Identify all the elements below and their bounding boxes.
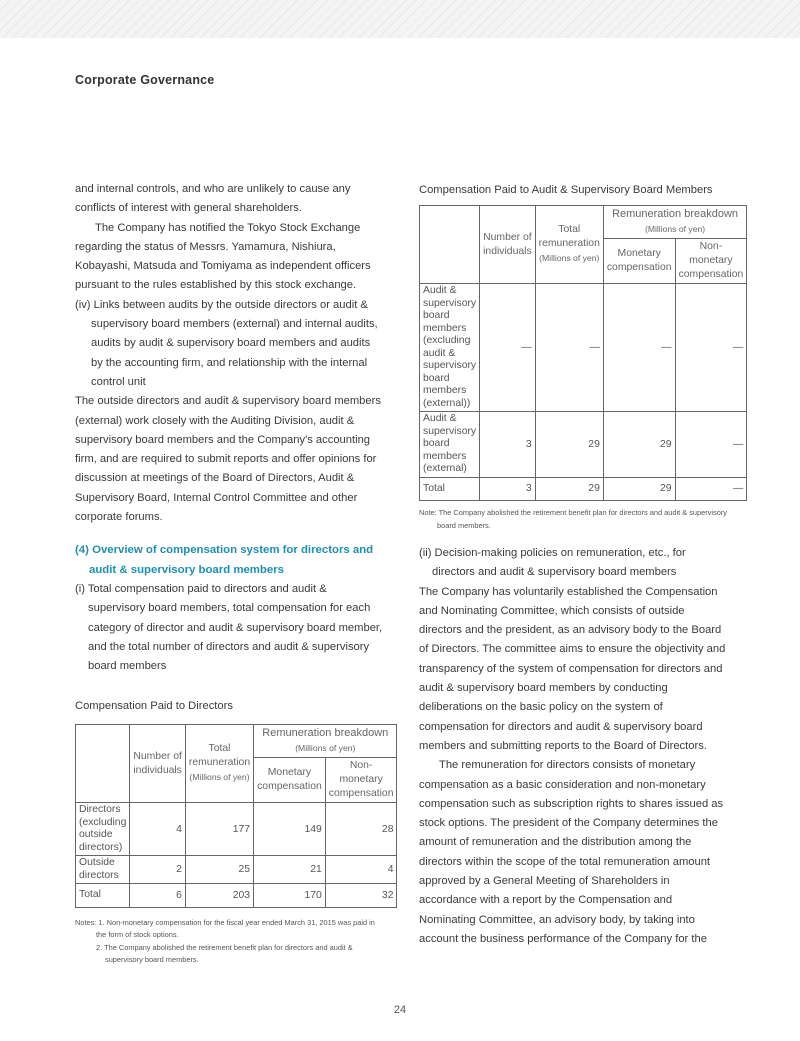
table-row-total: Total 6 203 170 32 bbox=[76, 884, 397, 908]
table-note: Note: The Company abolished the retirement benefit plan for directors and audit & supervisory board members. bbox=[419, 508, 727, 530]
header-band bbox=[0, 0, 800, 38]
table-row: Audit & supervisory board members (excluding audit & supervisory board members (external)) — — — — bbox=[420, 284, 747, 412]
paragraph: and internal controls, and who are unlikely to cause any conflicts of interest with general shareholders. bbox=[75, 183, 351, 215]
table-caption: Compensation Paid to Audit & Supervisory Board Members bbox=[419, 184, 713, 196]
section-heading: (4) Overview of compensation system for directors and audit & supervisory board members bbox=[75, 544, 374, 576]
header-empty-cell bbox=[420, 206, 480, 284]
note-item: Notes: 1. Non-monetary compensation for the fiscal year ended March 31, 2015 was paid in the form of stock options. bbox=[75, 917, 375, 940]
paragraph: The Company has voluntarily established the Compensation and Nominating Committee, which consists of outside directors and the president, as an advisory body to the Board of Directors. The committee aims to ensure the objectivity and transparency of the system of compensation for directors and audit & supervisory board members by conducting deliberations on the basic policy on the system of compensation for directors and audit & supervisory board members and submitting reports to the Board of Directors. bbox=[419, 585, 726, 752]
header-non-monetary: Non-monetary compensation bbox=[675, 239, 747, 284]
header-monetary: Monetary compensation bbox=[603, 239, 675, 284]
paragraph: The Company has notified the Tokyo Stock Exchange regarding the status of Messrs. Yamamura, Nishiura, Kobayashi, Matsuda and Tomiyama as independent officers pursuant to the rules established by this stock exchange. bbox=[75, 221, 371, 292]
list-item-i: (i) Total compensation paid to directors and audit & supervisory board members, total compensation for each category of director and audit & supervisory board member, and the total number of directors and audit & supervisory board members bbox=[75, 582, 383, 673]
header-number: Number of individuals bbox=[130, 725, 186, 803]
list-item-iv: (iv) Links between audits by the outside directors or audit & supervisory board members (external) and internal audits, audits by audit & supervisory board members and audits by the accounting firm, and relationship with the internal control unit bbox=[75, 298, 378, 388]
left-column bbox=[75, 180, 394, 967]
right-column bbox=[419, 180, 744, 949]
paragraph: The remuneration for directors consists of monetary compensation as a basic consideration and non-monetary compensation such as subscription rights to shares issued as stock options. The president of the Company determines the amount of remuneration and the distribution among the directors within the scope of the total remuneration amount approved by a General Meeting of Shareholders in accordance with a report by the Compensation and Nominating Committee, an advisory body, by taking into account the business performance of the Company for the bbox=[419, 759, 724, 945]
list-item-ii: (ii) Decision-making policies on remuneration, etc., for directors and audit & supervisory board members bbox=[419, 547, 686, 579]
page-number: 24 bbox=[393, 1004, 407, 1016]
table-row-total: Total 3 29 29 — bbox=[420, 477, 747, 501]
paragraph: The outside directors and audit & supervisory board members (external) work closely with the Auditing Division, audit & supervisory board members and the Company's accounting firm, and are required to submit reports and offer opinions for discussion at meetings of the Board of Directors, Audit & Supervisory Board, Internal Control Committee and other corporate forums. bbox=[75, 395, 381, 524]
header-total: Total remuneration (Millions of yen) bbox=[535, 206, 603, 284]
table-row: Audit & supervisory board members (external) 3 29 29 — bbox=[420, 412, 747, 478]
table-row: Outside directors 2 25 21 4 bbox=[76, 856, 397, 884]
header-empty-cell bbox=[76, 725, 130, 803]
table-notes bbox=[75, 917, 385, 967]
auditors-compensation-table bbox=[419, 205, 747, 501]
note-item: 2. The Company abolished the retirement benefit plan for directors and audit & supervisory board members. bbox=[96, 942, 353, 965]
header-total: Total remuneration (Millions of yen) bbox=[185, 725, 253, 803]
directors-compensation-table bbox=[75, 724, 397, 908]
header-breakdown: Remuneration breakdown (Millions of yen) bbox=[603, 206, 746, 239]
header-monetary: Monetary compensation bbox=[254, 758, 326, 803]
header-breakdown: Remuneration breakdown (Millions of yen) bbox=[254, 725, 397, 758]
table-row: Directors (excluding outside directors) 4 177 149 28 bbox=[76, 803, 397, 856]
header-non-monetary: Non-monetary compensation bbox=[325, 758, 397, 803]
header-number: Number of individuals bbox=[480, 206, 536, 284]
table-caption: Compensation Paid to Directors bbox=[75, 700, 233, 713]
section-title: Corporate Governance bbox=[75, 73, 215, 87]
